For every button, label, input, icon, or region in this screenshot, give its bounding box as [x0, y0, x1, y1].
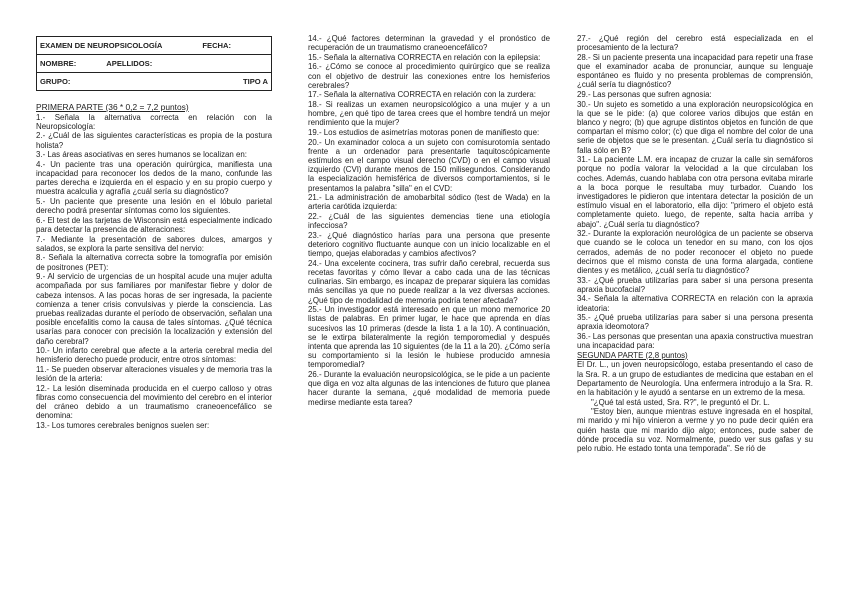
question-36: 36.- Las personas que presentan una apaxia constructiva muestran una incapacidad para: — [577, 332, 813, 351]
header-row-exam — [37, 37, 272, 55]
part1-title: PRIMERA PARTE (36 * 0,2 = 7,2 puntos) — [36, 102, 189, 112]
header-row-group — [37, 73, 272, 91]
question-14: 14.- ¿Qué factores determinan la gravedad y el pronóstico de recuperación de un traumatismo craneoencefálico? — [308, 34, 550, 53]
question-29: 29.- Las personas que sufren agnosia: — [577, 90, 712, 99]
column-right — [577, 34, 813, 454]
question-15: 15.- Señala la alternativa CORRECTA en relación con la epilepsia: — [308, 52, 541, 62]
question-33: 33.- ¿Qué prueba utilizarías para saber si una persona presenta apraxia bucofacial? — [577, 275, 813, 294]
exam-type-label: TIPO A — [242, 76, 268, 86]
question-11: 11.- Se pueden observar alteraciones visuales y de memoria tras la lesión de la arteria: — [36, 364, 272, 384]
case-paragraph-3: "Estoy bien, aunque mientras estuve ingresada en el hospital, mi marido y mi hijo vinieron a verme y yo no pude decir quién era quién hasta que mi marido dijo algo; entonces, pude saber de dónde procedía su voz. Normalmente, puedo ver sus gafas y su pelo rubio. He estado tonta una temporada". Se rió de — [577, 407, 813, 454]
question-19: 19.- Los estudios de asimetrías motoras ponen de manifiesto que: — [308, 127, 540, 137]
question-25: 25.- Un investigador está interesado en que un mono memorice 20 listas de palabras. En primer lugar, le hace que aprenda en días sucesivos las 10 primeras (desde la lista 1 a la 10). A continuación, se le extirpa bilateralmente la región temporomedial y después intenta que aprenda las 10 siguientes (de la 11 a la 20). ¿Cómo sería su comportamiento si la lesión le hubiese producido amnesia temporomedial? — [308, 305, 550, 370]
question-28: 28.- Si un paciente presenta una incapacidad para repetir una frase que el examinador acaba de pronunciar, aunque su lenguaje espontáneo es fluido y no presenta problemas de comprensión, ¿cuál sería tu diagnóstico? — [577, 52, 813, 90]
question-27: 27.- ¿Qué región del cerebro está especializada en el procesamiento de la lectura? — [577, 34, 813, 53]
question-2: 2.- ¿Cuál de las siguientes características es propia de la postura holista? — [36, 131, 272, 150]
part2-title: SEGUNDA PARTE (2,8 puntos) — [577, 350, 688, 360]
case-paragraph-1: El Dr. L., un joven neuropsicólogo, estaba presentando el caso de la Sra. R. a un grupo de estudiantes de medicina que estaban en el Departamento de Neurología. Una enfermera introdujo a la Sra. R. en la habitación y le ayudó a sentarse en un extremo de la mesa. — [577, 360, 814, 398]
question-23: 23.- ¿Qué diagnóstico harías para una persona que presente deterioro cognitivo fluctuante aunque con un inicio localizable en el tiempo, quejas elaboradas y cambios afectivos? — [308, 230, 550, 259]
surnames-label: APELLIDOS: — [106, 58, 153, 68]
question-35: 35.- ¿Qué prueba utilizarías para saber si una persona presenta apraxia ideomotora? — [577, 313, 813, 332]
question-34: 34.- Señala la alternativa CORRECTA en relación con la apraxia ideatoria: — [577, 294, 813, 313]
question-8: 8.- Señala la alternativa correcta sobre la tomografía por emisión de positrones (PET): — [36, 253, 272, 272]
question-3: 3.- Las áreas asociativas en seres humanos se localizan en: — [36, 150, 247, 160]
question-4: 4.- Un paciente tras una operación quirúrgica, manifiesta una incapacidad para reconocer los dedos de la mano, confunde las partes derecha e izquierda en el espacio y en su propio cuerpo y muestra acalculia y agrafía ¿cuál sería su diagnóstico? — [36, 159, 272, 197]
question-24: 24.- Una excelente cocinera, tras sufrir daño cerebral, recuerda sus recetas favoritas y cómo llevar a cabo cada una de las técnicas culinarias. Sin embargo, es incapaz de preparar siquiera las comidas más sencillas ya que no puede realizar a la vez diversas acciones. ¿Qué tipo de modalidad de memoria podría tener afectada? — [308, 258, 550, 305]
question-6: 6.- El test de las tarjetas de Wisconsin está especialmente indicado para detectar la presencia de alteraciones: — [36, 215, 272, 234]
question-17: 17.- Señala la alternativa CORRECTA en relación con la zurdera: — [308, 90, 536, 100]
exam-title: EXAMEN DE NEUROPSICOLOGÍA — [40, 40, 163, 50]
question-32: 32.- Durante la exploración neurológica de un paciente se observa que cuando se le coloca un tenedor en su mano, con los ojos cerrados, además de no poder reconocer el objeto no puede decirnos que el mismo consta de una forma alargada, contiene dientes y es metálico, ¿cuál sería tu diagnóstico? — [577, 229, 813, 276]
group-label: GRUPO: — [40, 76, 71, 86]
question-26: 26.- Durante la evaluación neuropsicológica, se le pide a un paciente que diga en voz alta algunas de las intenciones de futuro que planea hacer durante la semana, ¿qué modalidad de memoria puede medirse mediante esta tarea? — [308, 370, 550, 407]
question-20: 20.- Un examinador coloca a un sujeto con comisurotomía sentado frente a un ordenador para presentarle taquitoscópicamente estímulos en el campo visual derecho (CVD) o en el campo visual izquierdo (CVI) durante menos de 150 milisegundos. Considerando la especialización hemisférica de diversos comportamientos, si le presentamos la palabra "silla" en el CVD: — [308, 137, 550, 193]
question-9: 9.- Al servicio de urgencias de un hospital acude una mujer adulta acompañada por sus familiares por manifestar fiebre y dolor de cabeza intensos. A las pocas horas de ser ingresada, la paciente comienza a tener crisis convulsivas y pierde la consciencia. Las pruebas realizadas durante el período de observación, señalan una posible encefalitis como la causa de tales síntomas. ¿Qué técnica usarías para conocer con precisión la localización y extensión del daño cerebral? — [36, 272, 273, 346]
question-10: 10.- Un infarto cerebral que afecte a la arteria cerebral media del hemisferio derecho puede producir, entre otros síntomas: — [36, 346, 272, 365]
question-18: 18.- Si realizas un examen neuropsicológico a una mujer y a un hombre, ¿en qué tipo de tarea crees que el hombre tendrá un mejor rendimiento que la mujer? — [308, 99, 550, 128]
question-12: 12.- La lesión diseminada producida en el cuerpo calloso y otras fibras como consecuencia del movimiento del cerebro en el interior del cráneo debido a un traumatismo craneoencefálico se denomina: — [36, 383, 272, 421]
header-row-name — [37, 55, 272, 73]
date-label: FECHA: — [202, 40, 232, 50]
question-1: 1.- Señala la alternativa correcta en relación con la Neuropsicología: — [36, 112, 272, 131]
question-21: 21.- La administración de amobarbital sódico (test de Wada) en la arteria carótida izquierda: — [308, 193, 550, 212]
case-paragraph-2: "¿Qué tal está usted, Sra. R?", le preguntó el Dr. L. — [591, 397, 770, 407]
question-31: 31.- La paciente L.M. era incapaz de cruzar la calle sin semáforos porque no podía valorar la velocidad a la que circulaban los coches. Además, cuando hablaba con otra persona evitaba mirarle a la boca porque le resultaba muy turbador. Cuando los investigadores le pidieron que intentara detectar la posición de un estímulo visual en el laboratorio, ella dijo: "primero el objeto está completamente quieto. luego, de repente, salta hacia arriba y abajo". ¿Cuál sería tu diagnóstico? — [577, 155, 813, 229]
column-left — [36, 36, 272, 431]
name-label: NOMBRE: — [40, 58, 77, 68]
column-middle — [308, 34, 550, 407]
question-16: 16.- ¿Cómo se conoce al procedimiento quirúrgico que se realiza con el objetivo de destruir las conexiones entre los hemisferios cerebrales? — [308, 62, 550, 90]
question-22: 22.- ¿Cuál de las siguientes demencias tiene una etiología infecciosa? — [308, 211, 550, 231]
question-7: 7.- Mediante la presentación de sabores dulces, amargos y salados, se explora la parte sensitiva del nervio: — [36, 234, 272, 253]
question-13: 13.- Los tumores cerebrales benignos suelen ser: — [36, 420, 210, 430]
question-30: 30.- Un sujeto es sometido a una exploración neuropsicológica en la que se le pide: (a) que coloree varios dibujos que están en blanco y negro; (b) que agrupe distintos objetos en función de que compartan el mismo color; (c) que diga el nombre del color de una serie de objetos que se le presentan. ¿Cuál sería tu diagnóstico si falla sólo en B? — [577, 99, 813, 155]
exam-header-table — [36, 36, 272, 91]
question-5: 5.- Un paciente que presente una lesión en el lóbulo parietal derecho podrá presentar síntomas como los siguientes. — [36, 196, 272, 216]
